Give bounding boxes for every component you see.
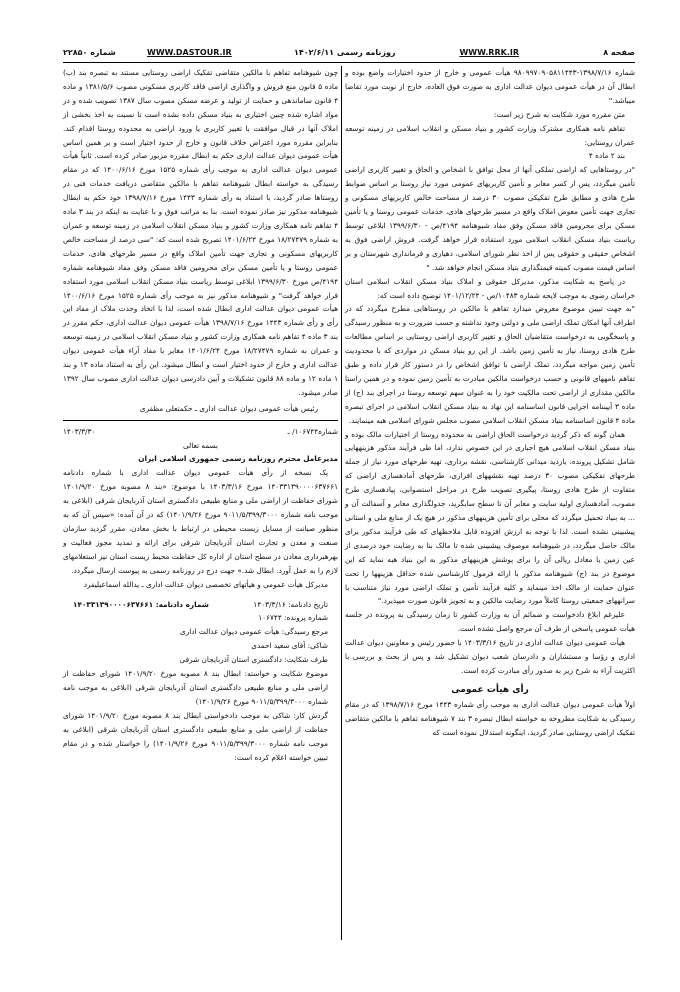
procedure: گردش کار: شاکی به موجب دادخواستی ابطال بند ۸ مصوبه مورخ ۱۴۰۱/۹/۲۰ شورای حفاظت از اراضی ملی و منابع طبیعی دادگستری استان آذربایجان شرقی (ابلاغی به موجب نامه شماره ۹۰۱۱/۵/۳۹۹/۳۰۰۰ مورخ ۱۴۰۱/۹/۲۶) را خواستار شده و در مقام تبیین خواسته اعلام کرده است: (63, 710, 328, 762)
signature-line: مدیرکل هیأت عمومی و هیأتهای تخصصی دیوان عدالت اداری ـ یدالله اسماعیلیفرد (83, 579, 328, 589)
complainant: شاکی: آقای سعید احمدی (251, 641, 328, 651)
case-number: شماره دادنامه: ۱۴۰۳۳۱۳۹۰۰۰۰۶۳۷۶۶۱ (73, 599, 209, 609)
paragraph: علیرغم ابلاغ دادخواست و ضمائم آن به وزارت کشور تا زمان رسیدگی به پرونده در جلسه هیأت عمومی پاسخی از طرف آن مرجع واصل نشده است. (345, 610, 635, 634)
left-column (63, 66, 338, 764)
letter-number: شماره۱۰۶۷۴۴/ ـ (287, 426, 338, 436)
issue-number: شماره ۲۲۸۵۰ (63, 48, 116, 57)
letter-date: ۱۴۰۳/۳/۳۰ (63, 426, 96, 436)
file-number: شماره پرونده: ۱۰۶۷۴۴ (258, 613, 328, 623)
addressee: مدیرعامل محترم روزنامه رسمی جمهوری اسلامی ایران (138, 454, 338, 464)
paragraph: "در روستاهایی که اراضی تملکی آنها از محل توافق با اشخاص و الحاق و تغییر کاربری اراضی تأمین میگردد، پس از کسر معابر و تأمین کاربریهای عمومی مورد نیاز روستا بر اساس ضوابط طرح هادی و مطابق طرح تفکیکی مصوب ۳۰ درصد از مساحت خالص کاربریهای مسکونی و تجاری جهت تأمین معوض املاک واقع در مسیر طرحهای هادی، خدمات عمومی روستا و یا تأمین مسکن برای محرومین فاقد مسکن وفق مفاد شیوهنامه ۴۱۹۴/ص - ۱۳۹۹/۶/۳۰ ابلاغی توسط ریاست بنیاد مسکن انقلاب اسلامی مورد استفاده قرار خواهد گرفت. فروش اراضی فوق به اشخاص حقیقی و حقوقی پس از اخذ نظر شورای اسلامی، دهیاری و فرمانداری شهرستان و بر اساس قیمت مصوب کمیته قیمتگذاری بنیاد مسکن انجام خواهد شد. " (345, 165, 635, 272)
letter-reference (63, 425, 338, 439)
site-link-left[interactable]: WWW.DASTOUR.IR (147, 48, 232, 57)
right-column (345, 66, 635, 740)
paragraph: شماره ۱۳۹۸/۷/۱۶-۹۸۰۹۹۷۰۹۰۵۸۱۱۴۴۳ هیأت عمومی و خارج از حدود اختیارات واضع بوده و ابطال آن در هیأت عمومی دیوان عدالت اداری به صورت فوق العاده، خارج از نوبت مورد تقاضا میباشد." (345, 68, 635, 105)
respondent: طرف شکایت: دادگستری استان آذربایجان شرقی (179, 655, 328, 665)
paragraph: متن مقرره مورد شکایت به شرح زیر است: (493, 109, 625, 119)
paragraph: یک نسخه از رأی هیأت عمومی دیوان عدالت اداری با شماره دادنامه ۱۴۰۳۳۱۳۹۰۰۰۰۶۳۷۶۶۱ مورخ ۱۴۰۳/۳/۱۶ با موضوع: «بند ۸ مصوبه مورخ ۱۴۰۱/۹/۲۰ شورای حفاظت از اراضی ملی و منابع طبیعی دادگستری استان آذربایجان شرقی (ابلاغی به موجب نامه شماره ۹۰۱۱/۵/۳۹۹/۳۰۰۰ مورخ ۱۴۰۱/۹/۲۶) که در آن آمده: «سپس آن که به منظور صیانت از مسایل زیست محیطی در ارتباط با بخش معادن، مقرر گردید سازمان صنعت و معدن و تجارت استان آذربایجان شرقی برای ارائه و تمدید مجوز فعالیت و بهرهبرداری معادن در سطح استان از اداره کل حفاظت محیط زیست استان نیز استعلامهای لازم را به عمل آورد. ابطال شد.» جهت درج در روزنامه رسمی به پیوست ارسال میگردد. (63, 468, 338, 575)
paragraph: بند ۲ ماده ۴ (588, 151, 625, 161)
signature-line: رئیس هیأت عمومی دیوان عدالت اداری ـ حکمتعلی مظفری (139, 403, 318, 413)
journal-date: روزنامه رسمی ۱۴۰۲/۶/۱۱ (294, 48, 396, 57)
case-meta-row (63, 598, 338, 612)
case-date: تاریخ دادنامه: ۱۴۰۳/۳/۱۶ (253, 599, 328, 609)
header-divider (63, 62, 635, 63)
paragraph: در پاسخ به شکایت مذکور، مدیرکل حقوقی و املاک بنیاد مسکن انقلاب اسلامی استان خراسان رضوی به موجب لایحه شماره ۱۰۴۸۳/ص - ۱۴۰۱/۱۲/۲۴ توضیح داده است که: (345, 276, 635, 300)
paragraph: اولاً هیأت عمومی دیوان عدالت اداری به موجب رأی شماره ۱۴۴۳ مورخ ۱۳۹۸/۷/۱۶ که در مقام رسیدگی به شکایت مطروحه به خواسته ابطال تبصره ۳ بند ۷ شیوهنامه تفاهم با مالکین متقاضی تفکیک اراضی روستایی صادر گردید، اینگونه استدلال نموده است که (345, 699, 635, 737)
section-divider (63, 420, 338, 421)
column-divider (341, 66, 342, 940)
paragraph: "به جهت تبیین موضوع معروض میدارد تفاهم با مالکین در روستاهایی مطرح میگردد که در اطراف آنها امکان تملک اراضی ملی و دولتی وجود نداشته و حسب ضرورت و به منظور رسیدگی و پاسخگویی به درخواست متقاضیان الحاق و تغییر کاربری اراضی روستایی بر اساس مطالعات طرح هادی روستا، نیاز به تأمین زمین باشد. از این رو بنیاد مسکن در مواردی که با محدودیت تأمین زمین مواجه میگردد، تملک اراضی با توافق اشخاص را در دستور کار قرار داده و طبق تفاهم نامههای قانونی و حسب درخواست مالکین مبادرت به تأمین زمین نموده و در همین راستا مالکین مقداری از اراضی تحت مالکیت خود را به عنوان سهم توسعه روستا در اجرای بند (ج) از ماده ۳ آییننامه اجرایی قانون اساسنامه این نهاد به بنیاد مسکن انقلاب اسلامی در اجرای تبصره ماده ۴ قانون اساسنامه بنیاد مسکن انقلاب اسلامی مصوب مجلس شورای اسلامی هبه مینمایند. (345, 304, 635, 425)
subject: موضوع شکایت و خواسته: ابطال بند ۸ مصوبه مورخ ۱۴۰۱/۹/۲۰ شورای حفاظت از اراضی ملی و منابع طبیعی دادگستری استان آذربایجان شرقی (ابلاغی به موجب نامه شماره ۹۰۱۱/۵/۳۹۹/۳۰۰۰ مورخ ۱۴۰۱/۹/۲۶) (63, 669, 328, 706)
page-number: صفحه ۸ (603, 48, 635, 57)
paragraph: همان گونه که ذکر گردید درخواست الحاق اراضی به محدوده روستا از اختیارات مالک بوده و بنیاد مسکن انقلاب اسلامی هیچ اجباری در این خصوص ندارد، اما طی فرآیند مذکور هزینههایی شامل تشکیل پرونده، بازدید میدانی کارشناسی، نقشه برداری، تهیه طرحهای مورد نیاز از جمله طرحهای تفکیکی مصوب ۳۰ درصد تهیه نقشههای افرازی، طرحهای آمادهسازی اراضی که متفاوت از طرح هادی روستا، پیگیری تصویب طرح در مراحل استصوابی، پیادهسازی طرح مصوب، آمادهسازی اولیه سایت و معابر آن تا سطح سابگرید، جدولگذاری معابر و آسفالت آن و ... به بنیاد تحمیل میگردد که محلی برای تأمین هزینههای مذکور در هیچ یک از منابع ملی و استانی پیشبینی نشده است. لذا با توجه به ارزش افزوده قابل ملاحظهای که طی فرآیند مذکور برای مالک حاصل میگردد، در شیوهنامه موصوف پیشبینی شده تا مالک بنا به رضایت خود درصدی از عین زمین یا معادل ریالی آن را برای پوشش هزینههای مذکور به این بنیاد هبه نماید که این موضوع در بند (ج) شیوهنامه مذکور با ارائه فرمول کارشناسی شده حداقل هزینهها را تحت عنوان حمایت از مالک اخذ مینماید و کلیه فرآیند تأمین و تملک اراضی مورد نیاز متناسب با سرانههای جمعیتی روستا کاملاً مورد رضایت مالکین و به تجویز قانون صورت میپذیرد." (345, 429, 636, 606)
authority: مرجع رسیدگی: هیأت عمومی دیوان عدالت اداری (180, 627, 328, 637)
page-header (63, 48, 635, 60)
ruling-heading: رأی هیأت عمومی (451, 684, 529, 695)
paragraph: هیأت عمومی دیوان عدالت اداری در تاریخ ۱۴۰۳/۳/۱۶ با حضور رئیس و معاونین دیوان عدالت اداری و رؤسا و مستشاران و دادرسان شعب دیوان تشکیل شد و پس از بحث و بررسی با اکثریت آراء به شرح زیر به صدور رأی مبادرت کرده است. (345, 638, 635, 675)
bismillah: بسمه تعالی (182, 440, 219, 450)
paragraph: تفاهم نامه همکاری مشترک وزارت کشور و بنیاد مسکن و انقلاب اسلامی در زمینه توسعه عمران روستایی: (345, 123, 635, 147)
paragraph: چون شیوهنامه تفاهم با مالکین متقاضی تفکیک اراضی روستایی مستند به تبصره بند (ب) ماده ۵ قانون منع فروش و واگذاری اراضی فاقد کاربری مسکونی مصوب ۱۳۸۱/۵/۶ و ماده ۴ قانون ساماندهی و حمایت از تولید و عرضه مسکن مصوب سال ۱۳۸۷ تصویب شده و در مواد اشاره شده چنین اختیاری به بنیاد مسکن داده نشده است تا نسبت به اخذ بخشی از املاک آنها در قبال موافقت با تغییر کاربری یا ورود اراضی به محدوده روستا اقدام کند. بنابراین مقرره مورد اعتراض خلاف قانون و خارج از حدود اختیار است و بر همین اساس هیأت عمومی دیوان عدالت اداری حکم به ابطال مقرره مزبور صادر کرده است. ثانیاً هیأت عمومی دیوان عدالت اداری به موجب رأی شماره ۱۵۲۵ مورخ ۱۴۰۰/۶/۱۶ که در مقام رسیدگی به خواسته ابطال شیوهنامه تفاهم با مالکین متقاضی دریافت خدمات فنی در روستاها صادر گردید، با استناد به رأی شماره ۱۴۴۳ مورخ ۱۳۹۸/۷/۱۶ خود حکم به ابطال شیوهنامه مذکور نیز صادر نموده است. بنا به مراتب فوق و با عنایت به اینکه در بند ۳ ماده ۴ تفاهم نامه همکاری وزارت کشور و بنیاد مسکن انقلاب اسلامی در زمینه توسعه و عمران به شماره ۱۸/۲۷۴۷۹ مورخ ۱۴۰۱/۶/۲۴ تصریح شده است که: "سی درصد از مساحت خالص کاربریهای مسکونی و تجاری جهت تأمین املاک واقع در مسیر طرحهای هادی، خدمات عمومی روستا و یا تأمین مسکن برای محرومین فاقد مسکن وفق مفاد شیوهنامه شماره ۴۱۹۴/ص مورخ ۱۳۹۹/۶/۳۰ ابلاغی توسط ریاست بنیاد مسکن انقلاب اسلامی مورد استفاده قرار خواهد گرفت" و شیوهنامه مذکور نیز به موجب رأی شماره ۱۵۲۵ مورخ ۱۴۰۰/۶/۱۶ هیأت عمومی دیوان عدالت اداری ابطال شده است، لذا با اتخاذ وحدت ملاک از مفاد این رأی و رأی شماره ۱۴۴۳ مورخ ۱۳۹۸/۷/۱۶ هیأت عمومی دیوان عدالت اداری، حکم مقرر در بند ۳ ماده ۴ تفاهم نامه همکاری وزارت کشور و بنیاد مسکن انقلاب اسلامی در زمینه توسعه و عمران به شماره ۱۸/۲۷۴۷۹ مورخ ۱۴۰۱/۶/۲۴ مغایر با مفاد آراء هیأت عمومی دیوان عدالت اداری و خارج از حدود اختیار است و ابطال میشود. این رأی به استناد ماده ۱۳ و بند ۱ ماده ۱۲ و ماده ۸۸ قانون تشکیلات و آیین دادرسی دیوان عدالت اداری مصوب سال ۱۳۹۲ صادر میشود. (63, 68, 339, 397)
site-link-right[interactable]: WWW.RRK.IR (459, 48, 519, 57)
